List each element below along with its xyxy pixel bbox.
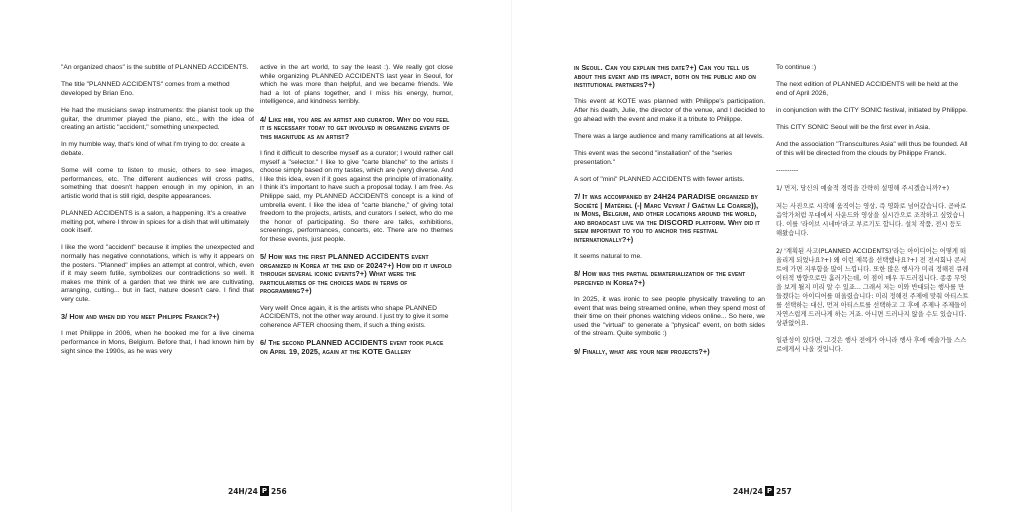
question-heading: 7/ It was accompanied by 24H24 PARADISE organized by Société | Matériel (-| Marc Veyrat / Gaëtan Le Coarer)), in Mons, Belgium, and other locations around the world, and broadcast live via the DISCORD platform. Why did it seem important to you to anchor this festival internationally?+) xyxy=(574,191,760,244)
body-paragraph: I like the word "accident" because it implies the unexpected and normally has negative connotations, which is why it appears on the posters. "Planned" implies an attempt at control, which, even if it may seem futile, symbolizes our contradictions so well. It makes me think of a garden that we think we are cultivating, arranging, cutting... but in fact, nature doesn't care. I find that very cute. xyxy=(61,244,254,304)
page-number: 256 xyxy=(271,486,287,496)
question-heading: 6/ The second PLANNED ACCIDENTS event took place on April 19, 2025, again at the KOTE Gallery xyxy=(260,338,444,356)
question-heading: 3/ How and when did you meet Philippe Franck?+) xyxy=(61,312,220,322)
left-page-column-1 xyxy=(61,64,254,365)
left-page-column-2 xyxy=(260,64,453,365)
question-heading: 5/ How was the first PLANNED ACCIDENTS event organized in Korea at the end of 2024?+) How did it unfold through several iconic events?+) What were the particularities of the choices made in terms of programming?+) xyxy=(260,252,452,296)
folio-p-box: P xyxy=(766,487,773,495)
question-heading: 8/ How was this partial dematerialization of the event perceived in Korea?+) xyxy=(574,269,746,287)
page-number: 257 xyxy=(776,486,792,496)
korean-paragraph: 저는 사진으로 시작해 움직이는 영상, 즉 영화로 넘어갔습니다. 곧바로 음악가처럼 무대에서 사운드와 영상을 실시간으로 조작하고 싶었습니다. 이를 '라이브 시네마'라고 부르기도 합니다. 설치 작품, 전시 등도 해왔습니다. xyxy=(776,202,967,237)
left-page-folio xyxy=(228,486,287,496)
body-paragraph: in conjunction with the CITY SONIC festival, initiated by Philippe. xyxy=(776,106,968,114)
korean-paragraph: 1/ 먼저, 당신의 예술적 경력을 간략히 설명해 주시겠습니까?+) xyxy=(776,185,950,193)
folio-label: 24H/24 xyxy=(733,486,763,496)
body-paragraph: This event was the second "installation" of the "series presentation." xyxy=(574,149,733,166)
body-paragraph: active in the art world, to say the least :). We really got close while organizing PLANNED ACCIDENTS last year in Seoul, for which he was more than helpful, and we became friends. We had a lot of plans together, and I miss his energy, humor, intelligence, and kindness terribly. xyxy=(260,64,453,106)
body-paragraph: Very well! Once again, it is the artists who shape PLANNED ACCIDENTS, not the other way around. I just try to give it some coherence AFTER choosing them, if such a thing exists. xyxy=(260,304,449,329)
body-paragraph: This CITY SONIC Seoul will be the first ever in Asia. xyxy=(776,124,931,132)
right-page-column-2 xyxy=(776,64,969,363)
body-paragraph: This event at KOTE was planned with Philippe's participation. After his death, Julie, the director of the venue, and I decided to go ahead with the event and make it a tribute to Philippe. xyxy=(574,98,765,123)
page-gutter xyxy=(511,0,512,512)
body-paragraph: A sort of "mini" PLANNED ACCIDENTS with fewer artists. xyxy=(574,175,745,183)
body-paragraph: I find it difficult to describe myself as a curator; I would rather call myself a "selector." I like to give "carte blanche" to the artists I choose simply based on my tastes, which are (very) diverse. And I like this idea, even if it goes against the principle of irrationality. I think it's important to have such a proposal today. I am free. As Philippe said, my PLANNED ACCIDENTS concept is a kind of umbrella event. I like the idea of "carte blanche," of giving total freedom to the projects, artists, and curators I select, who do me the honor of participating. So there are talks, exhibitions, screenings, performances, concerts, etc. There are no themes for these events, just people. xyxy=(260,149,453,243)
folio-label: 24H/24 xyxy=(228,486,258,496)
body-paragraph: It seems natural to me. xyxy=(574,253,643,261)
body-paragraph: There was a large audience and many ramifications at all levels. xyxy=(574,132,764,140)
body-paragraph: "An organized chaos" is the subtitle of PLANNED ACCIDENTS. xyxy=(61,64,249,71)
right-page-folio xyxy=(733,486,792,496)
body-paragraph: PLANNED ACCIDENTS is a salon, a happening. It's a creative melting pot, where I throw in spices for a dish that will ultimately cook itself. xyxy=(61,210,250,235)
body-paragraph: And the association "Transcultures Asia" will thus be founded. All of this will be directed from the clouds by Philippe Franck. xyxy=(776,141,968,157)
body-paragraph: The next edition of PLANNED ACCIDENTS will be held at the end of April 2026, xyxy=(776,81,959,97)
body-paragraph: To continue :) xyxy=(776,64,817,71)
body-paragraph: Some will come to listen to music, others to see images, performances, etc. The different audiences will cross paths, something that doesn't happen enough in my opinion, in an artistic world that is still rigid, despite appearances. xyxy=(61,167,254,200)
question-heading: 4/ Like him, you are an artist and curator. Why do you feel it is necessary today to get involved in organizing events of this magnitude as an artist? xyxy=(260,114,450,141)
body-paragraph: In my humble way, that's kind of what I'm trying to do: create a debate. xyxy=(61,141,245,157)
body-paragraph: The title "PLANNED ACCIDENTS" comes from a method developed by Brian Eno. xyxy=(61,81,230,97)
korean-paragraph: 일관성이 있다면, 그것은 행사 전에가 아니라 행사 후에 예술가들 스스로에게서 나올 것입니다. xyxy=(776,337,967,354)
folio-p-box: P xyxy=(261,487,268,495)
body-paragraph: In 2025, it was ironic to see people physically traveling to an event that was being streamed online, when they spend most of their time on their phones watching videos online... So here, we used the "virtual" to generate a "physical" event, on both sides of the stream. Quite symbolic :) xyxy=(574,296,765,338)
question-heading: in Seoul. Can you explain this date?+) Can you tell us about this event and its impact, both on the public and on institutional partners?+) xyxy=(574,63,756,90)
korean-paragraph: 2/ '계획된 사고(PLANNED ACCIDENTS)'라는 아이디어는 어떻게 떠올리게 되었나요?+) 왜 이런 제목을 선택했나요?+) 전 전시회나 콘서트에 가면 지루함을 많이 느낍니다. 또한 많은 행사가 미리 정해진 큐레이터적 방향으로만 흘러가는데, 이 점이 매우 두드러집니다. 종종 무엇을 보게 될지 미리 알 수 있죠... 그래서 저는 이와 반대되는 행사를 만들겠다는 아이디어를 떠올렸습니다: 미리 정해진 주제에 맞춰 아티스트를 선택하는 대신, 먼저 아티스트를 선택하고 그 후에 주제나 주제들이 자연스럽게 드러나게 하는 거죠. 아니면 드러나지 않을 수도 있습니다. 상관없어요. xyxy=(776,247,969,327)
body-paragraph: He had the musicians swap instruments: the pianist took up the guitar, the drummer played the piano, etc., with the idea of creating an artistic "accident," something unexpected. xyxy=(61,106,254,132)
right-page-column-1 xyxy=(574,64,765,365)
question-heading: 9/ Finally, what are your new projects?+) xyxy=(574,346,710,356)
body-paragraph: ---------- xyxy=(776,167,799,175)
body-paragraph: I met Philippe in 2006, when he booked me for a live cinema performance in Mons, Belgium. Before that, I had known him by sight since the 1990s, as he was very xyxy=(61,330,254,355)
